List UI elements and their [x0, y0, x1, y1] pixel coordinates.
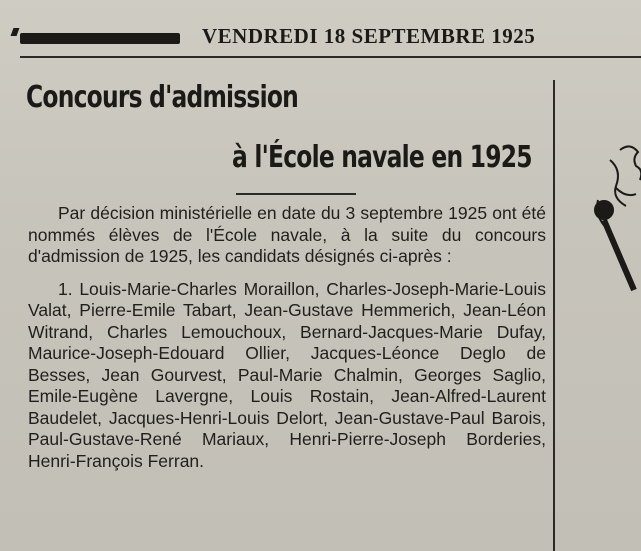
article-list: 1. Louis-Marie-Charles Moraillon, Charles-Joseph-Marie-Louis Valat, Pierre-Emile Tabart, Jean-Gustave Hemmerich, Jean-Léon Witrand, Charles Lemouchoux, Bernard-Jacques-Marie Dufay, Maurice-Joseph-Edouard Ollier, Jacques-Léonce Deglo de Besses, Jean Gourvest, Paul-Marie Chalmin, Georges Saglio, Emile-Eugène Lavergne, Louis Rostain, Jean-Alfred-Laurent Baudelet, Jacques-Henri-Louis Delort, Jean-Gustave-Paul Barois, Paul-Gustave-René Mariaux, Henri-Pierre-Joseph Borderies, Henri-François Ferran. [28, 278, 546, 471]
column-rule [553, 80, 555, 551]
header-bar [20, 33, 180, 44]
article-title-line-1: Concours d'admission [26, 80, 299, 115]
header-rule [20, 56, 641, 58]
header-mark [11, 28, 20, 36]
article-intro: Par décision ministérielle en date du 3 septembre 1925 ont été nommés élèves de l'École navale, à la suite du concours d'admission de 1925, les candidats désignés ci-après : [28, 203, 546, 266]
article-title-line-2: à l'École navale en 1925 [232, 140, 532, 175]
header-date: VENDREDI 18 SEPTEMBRE 1925 [202, 24, 536, 48]
title-rule [236, 193, 356, 195]
article-body [28, 203, 546, 483]
illustration-fragment [590, 140, 641, 551]
